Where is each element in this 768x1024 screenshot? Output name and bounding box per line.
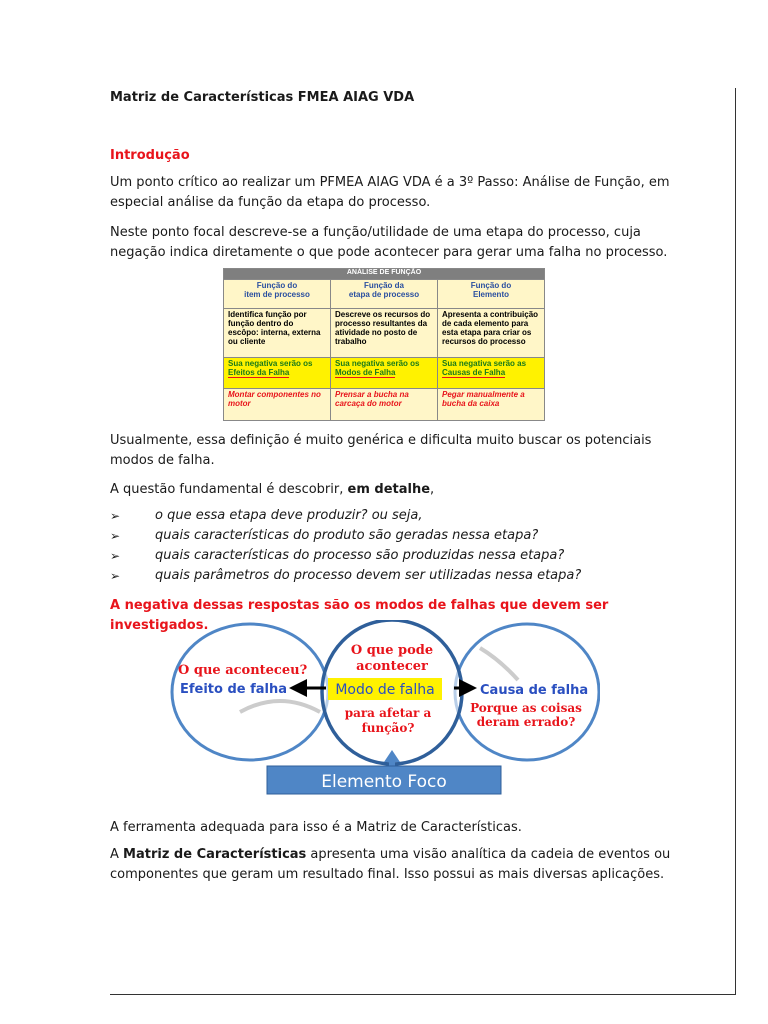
example-step: Prensar a bucha na carcaça do motor [331, 389, 438, 421]
focus-element-label: Elemento Foco [321, 772, 447, 792]
desc-element: Apresenta a contribuição de cada elemento para esta etapa para criar os recursos do processo [438, 309, 545, 358]
list-item: ➢ o que essa etapa deve produzir? ou seja, [110, 506, 670, 526]
right-label: Causa de falha [480, 683, 589, 698]
col-header-element: Função do Elemento [438, 279, 545, 308]
arrow-bullet-icon: ➢ [110, 509, 121, 523]
function-analysis-table [223, 268, 545, 421]
center-question-3: para afetar a [344, 706, 432, 720]
desc-step: Descreve os recursos do processo resultantes da atividade no posto de trabalho [331, 309, 438, 358]
col-header-item: Função do item de processo [224, 279, 331, 308]
arrow-bullet-icon: ➢ [110, 529, 121, 543]
left-question: O que aconteceu? [178, 663, 308, 678]
paragraph-2: Neste ponto focal descreve-se a função/utilidade de uma etapa do processo, cuja negação indica diretamente o que pode acontecer para gerar uma falha no processo. [110, 225, 668, 260]
arrow-bullet-icon: ➢ [110, 569, 121, 583]
curve-arrow-icon [240, 701, 320, 712]
paragraph-7: A Matriz de Características apresenta uma visão analítica da cadeia de eventos ou componentes que geram um resultado final. Isso possui as mais diversas aplicações. [110, 847, 671, 882]
paragraph-3: Usualmente, essa definição é muito genérica e dificulta muito buscar os potenciais modos de falha. [110, 433, 652, 468]
question-list [110, 506, 670, 586]
right-question-2: deram errado? [476, 715, 576, 729]
negative-step: Sua negativa serão os Modos de Falha [331, 358, 438, 389]
desc-item: Identifica função por função dentro do escôpo: interna, externa ou cliente [224, 309, 331, 358]
center-question-2: acontecer [356, 659, 428, 674]
example-item: Montar componentes no motor [224, 389, 331, 421]
col-header-step: Função da etapa de processo [331, 279, 438, 308]
paragraph-1: Um ponto crítico ao realizar um PFMEA AIAG VDA é a 3º Passo: Análise de Função, em especial análise da função da etapa do processo. [110, 175, 670, 210]
center-label: Modo de falha [335, 682, 435, 698]
paragraph-5-highlight: A negativa dessas respostas são os modos de falhas que devem ser investigados. [110, 598, 609, 633]
right-question-1: Porque as coisas [470, 701, 582, 715]
paragraph-4: A questão fundamental é descobrir, em detalhe, [110, 482, 435, 497]
page-right-border [735, 88, 736, 995]
list-item: ➢ quais parâmetros do processo devem ser utilizadas nessa etapa? [110, 566, 670, 586]
intro-heading: Introdução [110, 148, 190, 163]
document-title: Matriz de Características FMEA AIAG VDA [110, 90, 415, 105]
list-item: ➢ quais características do processo são produzidas nessa etapa? [110, 546, 670, 566]
center-question-1: O que pode [350, 643, 434, 658]
paragraph-6: A ferramenta adequada para isso é a Matriz de Características. [110, 820, 522, 835]
negative-item: Sua negativa serão os Efeitos da Falha [224, 358, 331, 389]
center-question-4: função? [361, 721, 415, 735]
example-element: Pegar manualmente a bucha da caixa [438, 389, 545, 421]
left-label: Efeito de falha [180, 682, 288, 697]
arrow-bullet-icon: ➢ [110, 549, 121, 563]
curve-arrow-icon [480, 648, 518, 680]
negative-element: Sua negativa serão as Causas de Falha [438, 358, 545, 389]
page-bottom-border [110, 994, 736, 995]
list-item: ➢ quais características do produto são geradas nessa etapa? [110, 526, 670, 546]
failure-chain-diagram [170, 620, 600, 800]
table-header: ANÁLISE DE FUNÇÃO [224, 269, 545, 280]
